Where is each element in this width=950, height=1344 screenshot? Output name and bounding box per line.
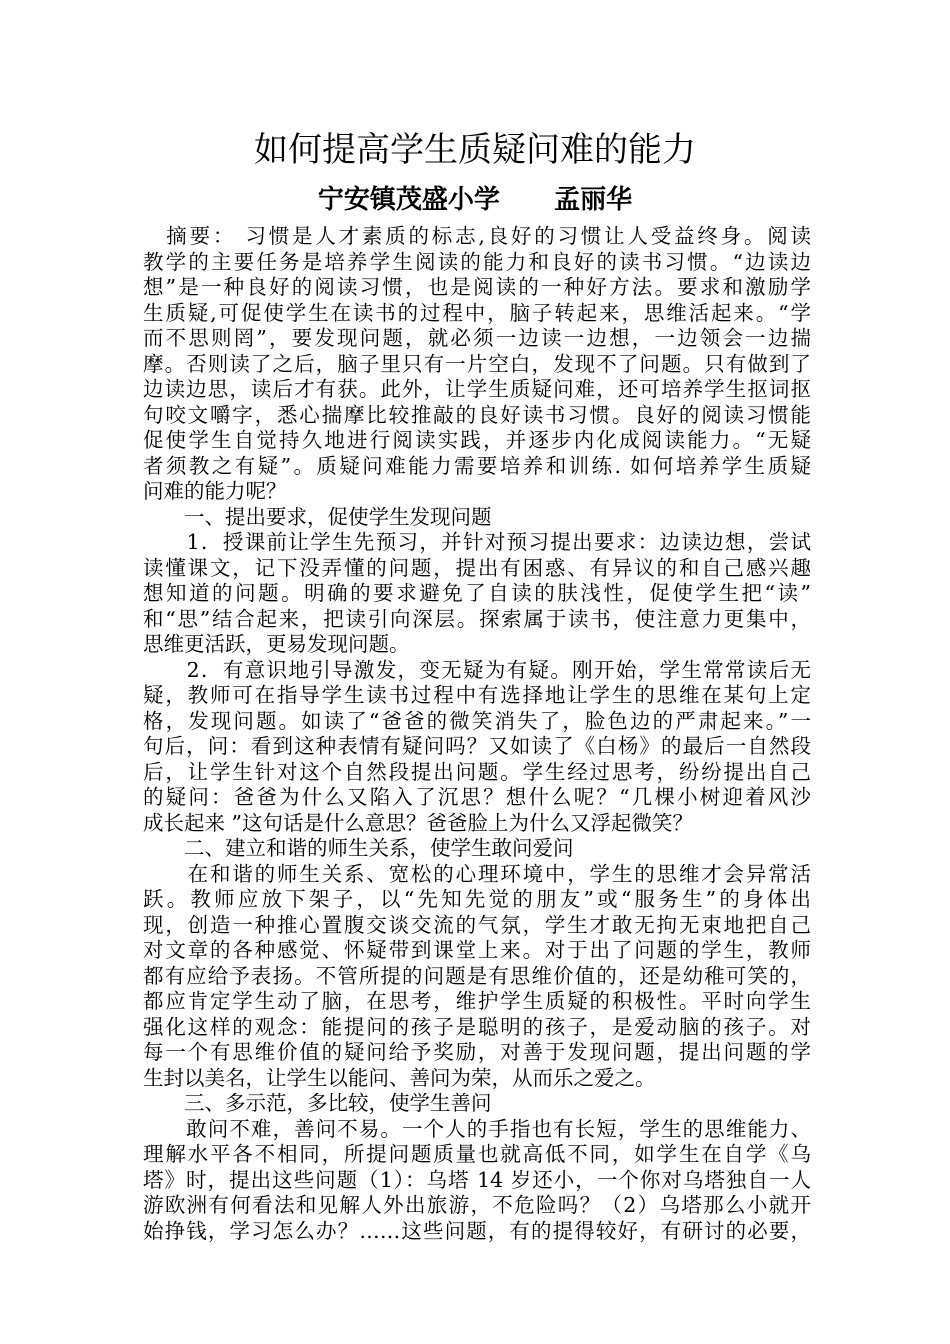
body-line: 思维更活跃，更易发现问题。 bbox=[143, 632, 410, 656]
body-line: 疑，教师可在指导学生读书过程中有选择地让学生的思维在某句上定 bbox=[143, 683, 811, 707]
body-line: 现，创造一种推心置腹交谈交流的气氛，学生才敢无拘无束地把自己 bbox=[143, 912, 811, 937]
body-line: 摘要： 习惯是人才素质的标志,良好的习惯让人受益终身。阅读 bbox=[143, 224, 811, 248]
section-heading: 三、多示范，多比较，使学生善问 bbox=[143, 1091, 492, 1115]
body-line: 边读边思，读后才有获。此外，让学生质疑问难，还可培养学生抠词抠 bbox=[143, 377, 811, 401]
body-line: 强化这样的观念：能提问的孩子是聪明的孩子，是爱动脑的孩子。对 bbox=[143, 1014, 811, 1039]
body-line: 格，发现问题。如读了“爸爸的微笑消失了，脸色边的严肃起来。”一 bbox=[143, 708, 811, 733]
body-line: 都应肯定学生动了脑，在思考，维护学生质疑的积极性。平时向学生 bbox=[143, 989, 811, 1013]
body-line: 生质疑,可促使学生在读书的过程中，脑子转起来，思维活起来。“学 bbox=[143, 300, 811, 325]
body-line: 而不思则罔”，要发现问题，就必须一边读一边想，一边领会一边揣 bbox=[143, 326, 811, 350]
section-heading: 二、建立和谐的师生关系，使学生敢问爱问 bbox=[143, 836, 574, 860]
body-line: 问难的能力呢？ bbox=[143, 479, 287, 503]
body-line: 在和谐的师生关系、宽松的心理环境中，学生的思维才会异常活 bbox=[143, 861, 811, 886]
body-line: 摩。否则读了之后，脑子里只有一片空白，发现不了问题。只有做到了 bbox=[143, 351, 811, 376]
section-heading: 一、提出要求，促使学生发现问题 bbox=[143, 504, 492, 529]
body-line: 理解水平各不相同，所提问题质量也就高低不同，如学生在自学《乌 bbox=[143, 1142, 811, 1166]
document-title: 如何提高学生质疑问难的能力 bbox=[254, 130, 696, 170]
body-line: 成长起来 ”这句话是什么意思？爸爸脸上为什么又浮起微笑？ bbox=[143, 810, 693, 835]
body-line: 游欧洲有何看法和见解人外出旅游，不危险吗？（2）乌塔那么小就开 bbox=[143, 1193, 811, 1217]
body-line: 后，让学生针对这个自然段提出问题。学生经过思考，纷纷提出自己 bbox=[143, 759, 811, 784]
document-body bbox=[143, 224, 811, 1244]
body-line: 敢问不难，善问不易。一个人的手指也有长短，学生的思维能力、 bbox=[143, 1116, 811, 1141]
body-line: 教学的主要任务是培养学生阅读的能力和良好的读书习惯。“边读边 bbox=[143, 249, 811, 274]
body-line: 想知道的问题。明确的要求避免了自读的肤浅性，促使学生把“读” bbox=[143, 581, 811, 605]
body-line: 促使学生自觉持久地进行阅读实践，并逐步内化成阅读能力。“无疑 bbox=[143, 428, 811, 452]
body-line: 句后，问：看到这种表情有疑问吗？又如读了《白杨》的最后一自然段 bbox=[143, 734, 811, 758]
body-line: 和“思”结合起来，把读引向深层。探索属于读书，使注意力更集中， bbox=[143, 606, 811, 631]
body-line: 对文章的各种感觉、怀疑带到课堂上来。对于出了问题的学生，教师 bbox=[143, 938, 811, 962]
body-line: 都有应给予表扬。不管所提的问题是有思维价值的，还是幼稚可笑的， bbox=[143, 963, 811, 988]
body-line: 想”是一种良好的阅读习惯，也是阅读的一种好方法。要求和激励学 bbox=[143, 275, 811, 299]
body-line: 跃。教师应放下架子，以“先知先觉的朋友”或“服务生”的身体出 bbox=[143, 887, 811, 911]
body-line: 生封以美名，让学生以能问、善问为荣，从而乐之爱之。 bbox=[143, 1065, 656, 1090]
body-line: 每一个有思维价值的疑问给予奖励，对善于发现问题，提出问题的学 bbox=[143, 1040, 811, 1064]
author-line: 宁安镇茂盛小学 孟丽华 bbox=[317, 185, 633, 215]
body-line: 1．授课前让学生先预习，并针对预习提出要求：边读边想，尝试 bbox=[143, 530, 811, 554]
body-line: 塔》时，提出这些问题（1）：乌塔 14 岁还小，一个你对乌塔独自一人 bbox=[143, 1167, 811, 1192]
body-line: 2．有意识地引导激发，变无疑为有疑。刚开始，学生常常读后无 bbox=[143, 657, 811, 682]
body-line: 者须教之有疑”。质疑问难能力需要培养和训练. 如何培养学生质疑 bbox=[143, 453, 811, 478]
body-line: 的疑问：爸爸为什么又陷入了沉思？想什么呢？“几棵小树迎着风沙 bbox=[143, 785, 811, 809]
body-line: 始挣钱，学习怎么办？……这些问题，有的提得较好，有研讨的必要， bbox=[143, 1218, 811, 1243]
body-line: 读懂课文，记下没弄懂的问题，提出有困惑、有异议的和自己感兴趣 bbox=[143, 555, 811, 580]
body-line: 句咬文嚼字，悉心揣摩比较推敲的良好读书习惯。良好的阅读习惯能 bbox=[143, 402, 811, 427]
